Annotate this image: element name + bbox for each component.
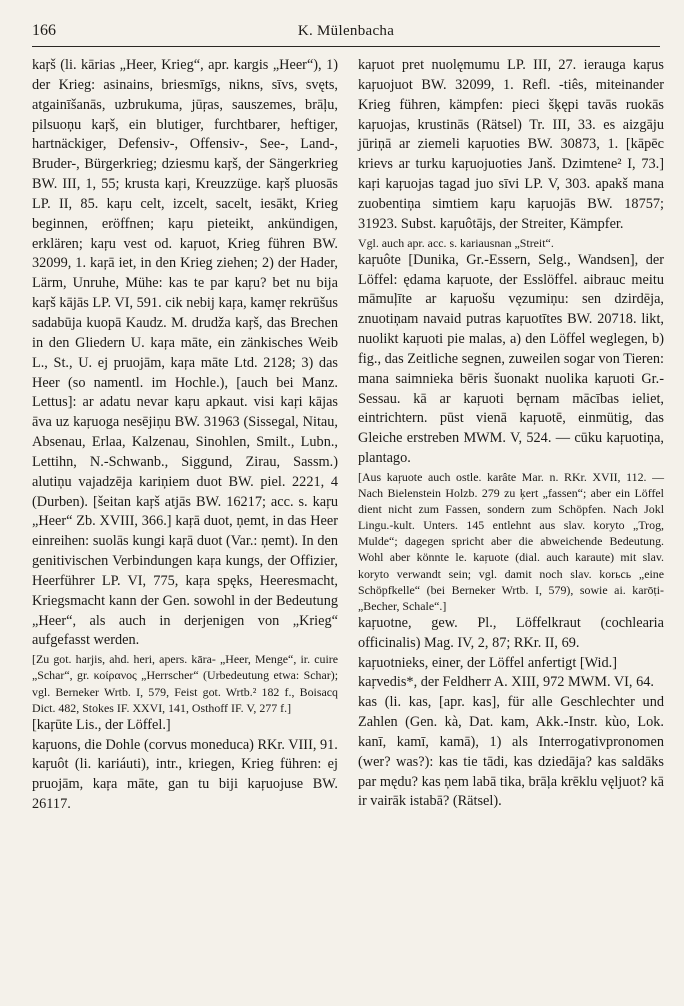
entry-karuotnieks: kaŗuotnieks, einer, der Löffel anfertigt [Wid.]	[358, 654, 618, 671]
etymology-note-karuote: [Aus kaŗuote auch ostle. karâte Mar. n. RKr. XVII, 112. — Nach Bielenstein Holzb. 279 zu ķert „fassen“; aber ein Löffel dient nicht zum Fassen, sondern zum Schöpfen. Nach Jokl Lingu.-kult. Unters. 145 entlehnt aus slav. koryto „Trog, Mulde“; dagegen spricht aber die abweichende Bedeutung. Wohl aber könnte le. kaŗuote (dial. auch karaute) mit slav. koryto verwandt sein; vgl. damit noch slav. korьcь „eine Schöpfkelle“ (bei Berneker Wrtb. I, 579), sowie ai. karōṭi- „Becher, Schale“.]	[358, 469, 664, 613]
entry-karuons: kaŗuons, die Dohle (corvus moneduca) RKr. VIII, 91.	[32, 736, 338, 753]
entry-karvedis: kaŗvedis*, der Feldherr A. XIII, 972 MWM. VI, 64.	[358, 674, 654, 691]
left-column	[32, 56, 338, 815]
entry-karute: [kaŗūte Lis., der Löffel.]	[32, 716, 171, 733]
entry-karuot: kaŗuôt (li. kariáuti), intr., kriegen, Krieg führen: ej pruojām, kaŗa māte, gan tu biji kaŗuojuse BW. 26117.	[32, 756, 338, 813]
page-number: 166	[32, 22, 56, 39]
right-column	[358, 56, 664, 815]
entry-karuote: kaŗuôte [Dunika, Gr.-Essern, Selg., Wandsen], der Löffel: ędama kaŗuote, der Esslöffel. aibrauc meitu māmuļīte ar kaŗuošu vęzumiņu: sen dzirdēja, znuotiņam navaid putras kaŗuotītes BW. 20718. likt, nuolikt kaŗuoti pie malas, a) den Löffel weglegen, b) fig., das Zeitliche segnen, zuweilen sogar von Tieren: mana saimnieka bēris šuonakt nuolika kaŗuoti Gr.-Sessau. kā ar kaŗuoti bęrnam mācības ieliet, eintrichtern. pūst vienā kaŗuotē, einmütig, das Gleiche erstreben MWM. V, 524. — cūku kaŗuotiņa, plantago.	[358, 251, 664, 467]
running-title: K. Mülenbacha	[297, 23, 395, 39]
entry-karuotne: kaŗuotne, gew. Pl., Löffelkraut (cochlearia officinalis) Mag. IV, 2, 87; RKr. II, 69.	[358, 614, 664, 651]
etymology-note-kars: [Zu got. harjis, ahd. heri, apers. kāra- „Heer, Menge“, ir. cuire „Schar“, gr. κοίρανος „Herrscher“ (Urbedeutung etwa: Schar); vgl. Berneker Wrtb. I, 579, Feist got. Wrtb.² 182 f., Boisacq Dict. 482, Stokes IF. XXVI, 141, Osthoff IF. V, 277 f.]	[32, 652, 338, 715]
vgl-note: Vgl. auch apr. acc. s. kariausnan „Streit“.	[358, 235, 554, 250]
page-header	[32, 22, 660, 47]
entry-kas: kas (li. kas, [apr. kas], für alle Geschlechter und Zahlen (Gen. kà, Dat. kam, Akk.-Instr. kùo, Lok. kanī, kamī, kamā), 1) als Interrogativpronomen (wer? was?): kas tie tādi, kas dziedāja? kas saldāks par mędu? kas ņem labā tika, brāļa krēklu vęljuot? kā ir vairāk istabā? (Rätsel).	[358, 694, 664, 810]
entry-kars: kaŗš (li. kārias „Heer, Krieg“, apr. kargis „Heer“), 1) der Krieg: asinains, briesmīgs, nikns, sīvs, svęts, atgainīšanās, uzbrukuma, jūŗas, sauszemes, brāļu, pilsuoņu kaŗš, ein blutiger, furchtbarer, heftiger, hartnäckiger, Defensiv-, Offensiv-, See-, Land-, Bruder-, Bürgerkrieg; dziesmu kaŗš, der Sängerkrieg BW. III, 1, 55; krusta kaŗi, Kreuzzüge. kaŗš pluosās LP. II, 85. kaŗu celt, izcelt, sacelt, iesākt, Krieg beginnen, eröffnen; kaŗu pieteikt, ankündigen, erklären; kaŗu vest od. kaŗuot, Krieg führen BW. 32099, 1. kaŗā iet, in den Krieg ziehen; 2) der Hader, Lärm, Unruhe, Mühe: kas te par kaŗu? bet nu bija kaŗš kājās LP. VI, 591. cik nebij kaŗa, kamęr rekrūšus sadabūja kuopā Kaudz. M. drudža kaŗš, das Brechen in den Gliedern U. kaŗa māte, ein zänkisches Weib L., St., U. ej pruojām, kaŗa māte Ltd. 2128; 3) das Heer (so namentl. im Hochle.), [auch bei Manz. Lettus]: ar adatu nevar kaŗu apkaut. visi kaŗi kājas āva uz kaŗuoga nesējiņu BW. 31963 (Sissegal, Nitau, Absenau, Erlaa, Kalzenau, Sinohlen, Smilt., Lubn., Lettihn, N.-Schwanb., Siggund, Zirau, Sassm.) alutiņu vajadzēja kariņiem duot BW. piel. 2221, 4 (Durben). [šeitan kaŗš atjās BW. 16217; acc. s. kaŗu „Heer“ Zb. XVIII, 366.] kaŗā duot, ņemt, in das Heer einreihen: suolās kungi kaŗā duot (Var.: ņemt). In den genitivischen Verbindungen kaŗa kungs, der Offizier, Heerführer LP. VI, 775, kaŗa spęks, Heeresmacht, Kriegsmacht kann der Gen. sowohl in der Bedeutung „Heer“, als auch in derjenigen von „Krieg“ aufgefasst werden.	[32, 57, 338, 649]
entry-karuot-continued: kaŗuot pret nuolęmumu LP. III, 27. ierauga kaŗus kaŗuojuot BW. 32099, 1. Refl. -tiês, miteinander Krieg führen, kämpfen: pieci šķępi tavās ruokās kaŗuojas, krustinās (Rätsel) Tr. III, 33. es aizgāju jūriņā ar ziemeli kaŗuoties BW. 30873, 1. [kāpēc krievs ar turku kaŗuojuoties Janš. Dzimtene² I, 73.] kaŗi kaŗuojas tagad juo sīvi LP. V, 303. apakš mana zuobentiņa simtiem kaŗu kaŗuojās BW. 18757; 31923. Subst. kaŗuôtājs, der Streiter, Kämpfer.	[358, 57, 664, 232]
text-columns	[32, 56, 664, 815]
